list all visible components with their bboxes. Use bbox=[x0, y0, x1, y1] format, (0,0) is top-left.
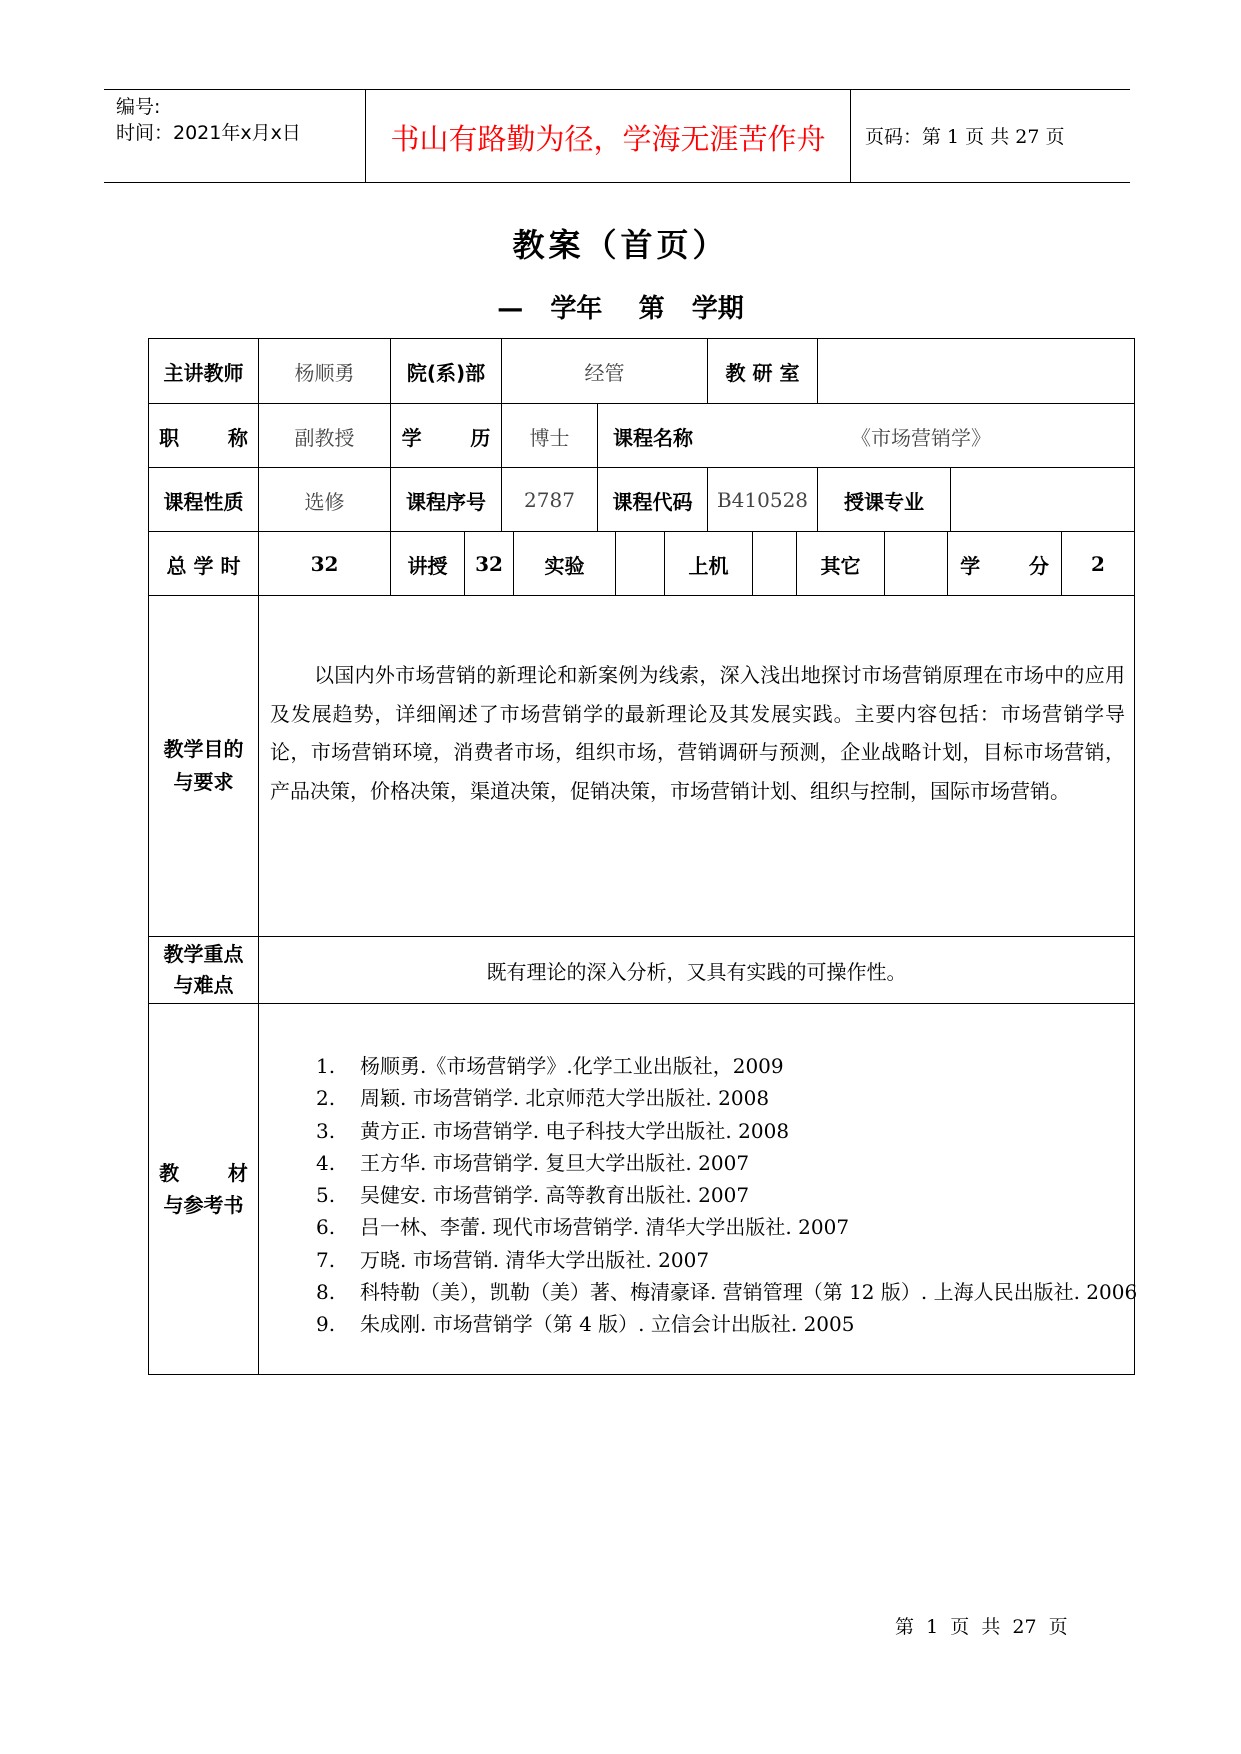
document-number-label: 编号: bbox=[116, 96, 161, 118]
header-left-cell bbox=[104, 90, 366, 182]
rank-label: 职 称 bbox=[159, 425, 248, 450]
references-label-line-2: 与参考书 bbox=[163, 1193, 244, 1217]
degree-value: 博士 bbox=[529, 425, 570, 450]
degree-label: 学 历 bbox=[401, 425, 491, 450]
document-date: 时间：2021年x月x日 bbox=[116, 122, 301, 144]
total-hours-label: 总 学 时 bbox=[166, 553, 241, 578]
header-page-info: 页码：第 1 页 共 27 页 bbox=[865, 126, 1065, 148]
header-motto: 书山有路勤为径，学海无涯苦作舟 bbox=[390, 122, 826, 156]
header-right-cell bbox=[850, 90, 1131, 182]
course-nature-label: 课程性质 bbox=[163, 489, 244, 514]
other-hours-label: 其它 bbox=[820, 553, 861, 578]
teacher-label: 主讲教师 bbox=[163, 360, 244, 385]
objectives-text: 以国内外市场营销的新理论和新案例为线索，深入浅出地探讨市场营销原理在市场中的应用及发展趋势，详细阐述了市场营销学的最新理论及其发展实践。主要内容包括：市场营销学导论，市场营销环境，消费者市场，组织市场，营销调研与预测，企业战略计划，目标市场营销，产品决策，价格决策，渠道决策，促销决策，市场营销计划、组织与控制，国际市场营销。 bbox=[270, 663, 1125, 803]
course-name-label: 课程名称 bbox=[613, 425, 693, 450]
keypoints-label-line-1: 教学重点 bbox=[163, 942, 244, 966]
list-item: 6. 吕一林、李蕾. 现代市场营销学. 清华大学出版社. 2007 bbox=[316, 1215, 850, 1240]
teacher-value: 杨顺勇 bbox=[294, 360, 355, 385]
references-list bbox=[316, 1050, 1137, 1341]
other-hours-value bbox=[885, 532, 947, 596]
references-label bbox=[148, 1004, 259, 1374]
course-code-value: B410528 bbox=[716, 488, 809, 512]
credit-value: 2 bbox=[1091, 552, 1105, 576]
lab-hours-value bbox=[616, 532, 664, 596]
list-item: 3. 黄方正. 市场营销学. 电子科技大学出版社. 2008 bbox=[316, 1118, 790, 1143]
course-sequence-value: 2787 bbox=[524, 488, 575, 512]
list-item: 4. 王方华. 市场营销学. 复旦大学出版社. 2007 bbox=[316, 1150, 750, 1175]
page-header bbox=[104, 89, 1130, 183]
list-item: 5. 吴健安. 市场营销学. 高等教育出版社. 2007 bbox=[316, 1183, 750, 1208]
course-name-value: 《市场营销学》 bbox=[851, 425, 991, 450]
list-item: 9. 朱成刚. 市场营销学（第 4 版）. 立信会计出版社. 2005 bbox=[316, 1312, 855, 1337]
keypoints-label bbox=[148, 937, 259, 1003]
office-value bbox=[818, 338, 1134, 404]
keypoints-label-line-2: 与难点 bbox=[173, 973, 234, 997]
lesson-plan-table bbox=[148, 338, 1138, 1375]
lab-hours-label: 实验 bbox=[544, 553, 585, 578]
keypoints-text: 既有理论的深入分析，又具有实践的可操作性。 bbox=[486, 959, 907, 984]
course-code-label: 课程代码 bbox=[612, 489, 693, 514]
list-item: 7. 万晓. 市场营销. 清华大学出版社. 2007 bbox=[316, 1247, 710, 1272]
list-item: 2. 周颖. 市场营销学. 北京师范大学出版社. 2008 bbox=[316, 1086, 770, 1111]
department-label: 院(系)部 bbox=[406, 360, 486, 385]
course-nature-value: 选修 bbox=[304, 489, 345, 514]
computer-hours-label: 上机 bbox=[688, 553, 729, 578]
credit-label: 学 分 bbox=[960, 553, 1049, 578]
page-footer: 第 1 页 共 27 页 bbox=[895, 1616, 1068, 1638]
computer-hours-value bbox=[753, 532, 796, 596]
office-label: 教 研 室 bbox=[725, 360, 800, 385]
rank-value: 副教授 bbox=[294, 425, 355, 450]
page-subtitle: — 学年 第 学期 bbox=[497, 294, 744, 324]
references-label-line-1: 教 材 bbox=[159, 1161, 248, 1185]
lecture-hours-value: 32 bbox=[475, 552, 503, 576]
major-label: 授课专业 bbox=[844, 489, 924, 514]
course-sequence-label: 课程序号 bbox=[406, 489, 486, 514]
objectives-label-line-2: 与要求 bbox=[173, 770, 234, 794]
row-divider bbox=[148, 1003, 1135, 1004]
objectives-label bbox=[148, 596, 259, 936]
lecture-hours-label: 讲授 bbox=[407, 553, 448, 578]
list-item: 1. 杨顺勇.《市场营销学》.化学工业出版社，2009 bbox=[316, 1054, 784, 1078]
department-value: 经管 bbox=[584, 360, 625, 385]
total-hours-value: 32 bbox=[310, 552, 339, 576]
list-item: 8. 科特勒（美），凯勒（美）著、梅清豪译. 营销管理（第 12 版）. 上海人民出版社. 2006 bbox=[316, 1280, 1138, 1305]
page-title: 教案（首页） bbox=[512, 226, 729, 264]
major-value bbox=[951, 468, 1134, 532]
objectives-label-line-1: 教学目的 bbox=[163, 737, 244, 761]
